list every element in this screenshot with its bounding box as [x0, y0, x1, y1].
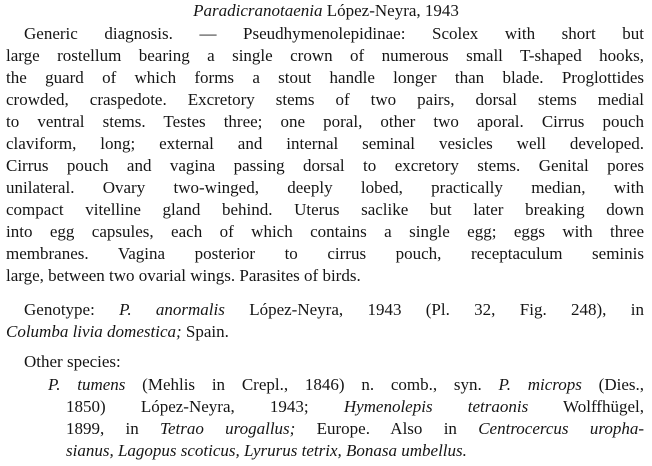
- host-name: Centrocercus uropha-: [478, 419, 644, 438]
- species-citation: Wolffhügel,: [528, 397, 644, 416]
- genotype-label: Genotype:: [24, 300, 120, 319]
- host-name: Tetrao urogallus;: [160, 419, 296, 438]
- diagnosis-line: large, between two ovarial wings. Parasites of birds.: [6, 266, 361, 285]
- species-citation: 1899, in: [66, 419, 161, 438]
- genotype-line: [24, 300, 644, 320]
- diagnosis-line: the guard of which forms a stout handle longer than blade. Proglottides: [6, 68, 644, 87]
- genotype-host-line: [6, 322, 229, 342]
- document-page: [4, 0, 648, 466]
- diagnosis-line: to ventral stems. Testes three; one poral, other two aporal. Cirrus pouch: [6, 112, 644, 131]
- other-species-line: [66, 397, 644, 417]
- page-title: [4, 1, 648, 21]
- host-names: sianus, Lagopus scoticus, Lyrurus tetrix, Bonasa umbellus.: [66, 441, 467, 460]
- diagnosis-line: large rostellum bearing a single crown of numerous small T-shaped hooks,: [6, 46, 644, 65]
- diagnosis-line: compact vitelline gland behind. Uterus saclike but later breaking down: [6, 200, 644, 219]
- diagnosis-line: Cirrus pouch and vagina passing dorsal to excretory stems. Genital pores: [6, 156, 644, 175]
- diagnosis-line: Generic diagnosis. — Pseudhymenolepidinae: Scolex with short but: [24, 24, 644, 43]
- other-species-line: [66, 419, 644, 439]
- species-citation: 1850) López-Neyra, 1943;: [66, 397, 344, 416]
- genotype-citation: López-Neyra, 1943 (Pl. 32, Fig. 248), in: [224, 300, 644, 319]
- diagnosis-line: unilateral. Ovary two-winged, deeply lobed, practically median, with: [6, 178, 644, 197]
- species-citation: (Mehlis in Crepl., 1846) n. comb., syn.: [125, 375, 499, 394]
- diagnosis-line: into egg capsules, each of which contains a single egg; eggs with three: [6, 222, 644, 241]
- species-name: Hymenolepis tetraonis: [343, 397, 529, 416]
- other-species-line: [48, 375, 644, 395]
- diagnosis-line: crowded, craspedote. Excretory stems of two pairs, dorsal stems medial: [6, 90, 644, 109]
- other-species-heading: Other species:: [24, 352, 121, 371]
- genus-name: Paradicranotaenia: [193, 1, 323, 20]
- species-name: P. tumens: [48, 375, 126, 394]
- diagnosis-line: claviform, long; external and internal seminal vesicles well developed.: [6, 134, 644, 153]
- species-citation: Europe. Also in: [295, 419, 479, 438]
- species-synonym: P. microps: [498, 375, 582, 394]
- other-species-line: [66, 441, 467, 461]
- genus-authority: López-Neyra, 1943: [326, 1, 459, 20]
- genotype-host: Columba livia domestica;: [6, 322, 182, 341]
- diagnosis-line: membranes. Vagina posterior to cirrus pouch, receptaculum seminis: [6, 244, 644, 263]
- species-citation: (Dies.,: [581, 375, 645, 394]
- genotype-locality: Spain.: [181, 322, 229, 341]
- genotype-species: P. anormalis: [119, 300, 225, 319]
